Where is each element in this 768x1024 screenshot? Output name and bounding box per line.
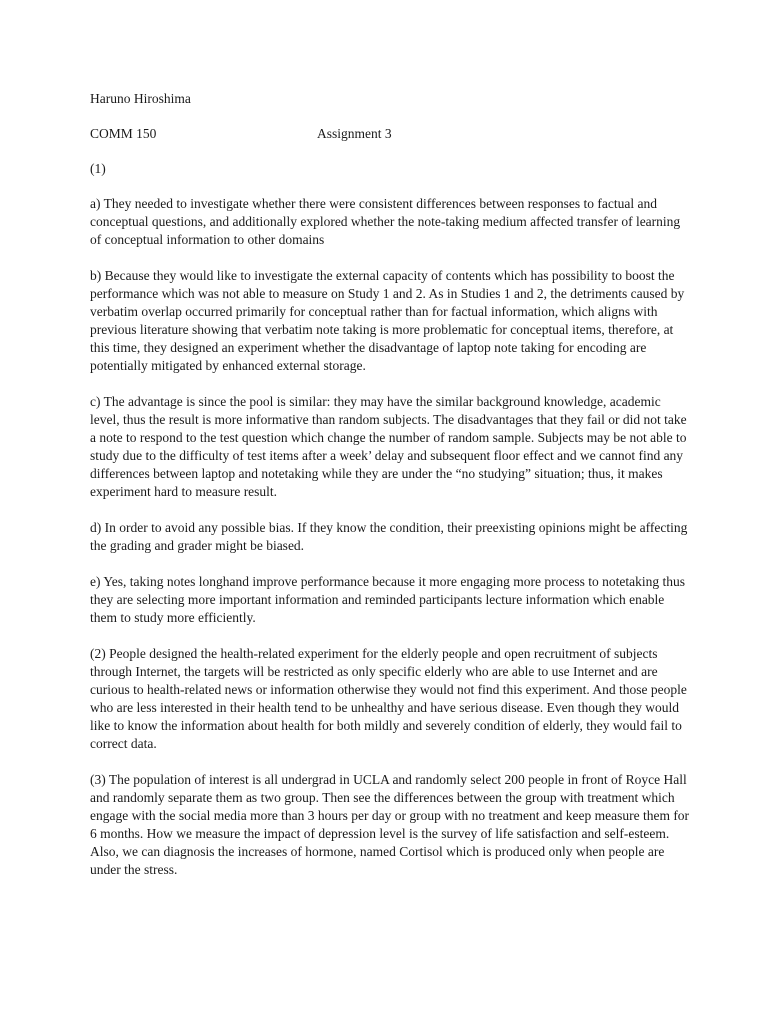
- course-header: [90, 125, 690, 143]
- author-name: Haruno Hiroshima: [90, 91, 191, 106]
- answer-paragraph-e: e) Yes, taking notes longhand improve performance because it more engaging more process to notetaking thus they are selecting more important information and reminded participants lecture information which enable them to study more efficiently.: [90, 574, 685, 625]
- answer-paragraph-3: (3) The population of interest is all undergrad in UCLA and randomly select 200 people in front of Royce Hall and randomly separate them as two group. Then see the differences between the group with treatment which engage with the social media more than 3 hours per day or group with no treatment and keep measure them for 6 months. How we measure the impact of depression level is the survey of life satisfaction and self-esteem. Also, we can diagnosis the increases of hormone, named Cortisol which is produced only when people are under the stress.: [90, 772, 690, 877]
- answer-paragraph-c: c) The advantage is since the pool is similar: they may have the similar background knowledge, academic level, thus the result is more informative than random subjects. The disadvantages that they fail or did not take a note to respond to the test question which change the number of random sample. Subjects may be not able to study due to the difficulty of test items after a week’ delay and subsequent floor effect and we cannot find any differences between laptop and notetaking while they are under the “no studying” situation; thus, it makes experiment hard to measure result.: [90, 394, 687, 499]
- answer-paragraph-b: b) Because they would like to investigate the external capacity of contents which has possibility to boost the performance which was not able to measure on Study 1 and 2. As in Studies 1 and 2, the detriments caused by verbatim overlap occurred primarily for conceptual rather than for factual information, which aligns with previous literature showing that verbatim note taking is more problematic for conceptual items, therefore, at this time, they designed an experiment whether the disadvantage of laptop note taking for encoding are potentially mitigated by enhanced external storage.: [90, 268, 685, 373]
- section-marker: (1): [90, 161, 106, 176]
- assignment-title: Assignment 3: [317, 126, 392, 141]
- answer-paragraph-a: a) They needed to investigate whether there were consistent differences between responses to factual and conceptual questions, and additionally explored whether the note-taking medium affected transfer of learning of conceptual information to other domains: [90, 196, 681, 247]
- answer-list: [90, 195, 690, 879]
- answer-paragraph-d: d) In order to avoid any possible bias. If they know the condition, their preexisting opinions might be affecting the grading and grader might be biased.: [90, 520, 688, 553]
- answer-paragraph-2: (2) People designed the health-related experiment for the elderly people and open recruitment of subjects through Internet, the targets will be restricted as only specific elderly who are able to use Internet and are curious to health-related news or information otherwise they would not find this experiment. And those people who are less interested in their health tend to be unhealthy and have serious disease. Even though they would like to know the information about health for both mildly and severely condition of elderly, they would fail to correct data.: [90, 646, 687, 751]
- course-code: COMM 150: [90, 126, 157, 141]
- document-page: [90, 90, 690, 879]
